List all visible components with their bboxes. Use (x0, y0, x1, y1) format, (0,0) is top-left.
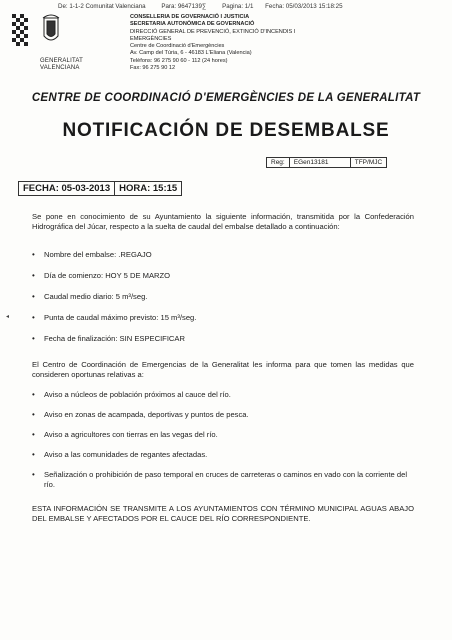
time-field: HORA: 15:15 (115, 181, 182, 196)
fax-page: Pagina: 1/1 (222, 3, 254, 10)
list-item: • Aviso en zonas de acampada, deportivas y puntos de pesca. (32, 410, 249, 419)
logo-text: GENERALITAT VALENCIANA (40, 58, 83, 71)
list-item: • Señalización o prohibición de paso temporal en cruces de carreteras o caminos en vado con la corriente del río. (32, 470, 408, 489)
bullet-dot-icon: • (32, 450, 35, 459)
header-line: Fax: 96 275 90 12 (130, 65, 176, 72)
generalitat-logo (10, 14, 102, 74)
fax-header-line (58, 3, 444, 10)
list-item: • Caudal medio diario: 5 m³/seg. (32, 292, 148, 301)
list-item: • Fecha de finalización: SIN ESPECIFICAR (32, 334, 185, 343)
margin-mark: ◂ (6, 314, 10, 320)
fax-to: Para: 9647139∑ (161, 3, 207, 10)
bullet-dot-icon: • (32, 271, 35, 280)
header-line: SECRETARIA AUTONÒMICA DE GOVERNACIÓ (130, 21, 255, 28)
bullet-dot-icon: • (32, 334, 35, 343)
list-item: • Punta de caudal máximo previsto: 15 m³/seg. (32, 313, 197, 322)
header-line: DIRECCIÓ GENERAL DE PREVENCIÓ, EXTINCIÓ D'INCENDIS I EMERGÈNCIES (130, 28, 296, 42)
bullet-dot-icon: • (32, 313, 35, 322)
header-line: Telèfons: 96 275 90 60 - 112 (24 hores) (130, 57, 228, 64)
bullet-dot-icon: • (32, 410, 35, 419)
header-line: CONSELLERIA DE GOVERNACIÓ I JUSTICIA (130, 14, 250, 20)
center-title: CENTRE DE COORDINACIÓ D'EMERGÈNCIES DE LA GENERALITAT (31, 92, 421, 104)
date-time-box (18, 181, 182, 196)
intro-paragraph: Se pone en conocimiento de su Ayuntamiento la siguiente información, transmitida por la Confederación Hidrográfica del Júcar, respecto a la suelta de caudal del embalse detallado a continuación: (32, 212, 414, 231)
bullet-dot-icon: • (32, 390, 35, 399)
institution-header (130, 14, 330, 72)
list-item: • Aviso a agricultores con tierras en las vegas del río. (32, 430, 218, 439)
bullet-dot-icon: • (32, 470, 35, 479)
bullet-dot-icon: • (32, 430, 35, 439)
reg-code: TFP/MJC (354, 159, 383, 166)
bullet-dot-icon: • (32, 250, 35, 259)
header-line: Av. Camp del Túria, 6 - 46183 L'Eliana (Valencia) (130, 50, 252, 57)
measures-intro: El Centro de Coordinación de Emergencias de la Generalitat les informa para que tomen las medidas que consideren oportunas relativas a: (32, 360, 414, 379)
registration-box (266, 157, 387, 168)
bullet-dot-icon: • (32, 292, 35, 301)
reg-number: EGen13181 (290, 158, 351, 167)
fax-date: Fecha: 05/03/2013 15:18:25 (265, 3, 343, 10)
list-item: • Día de comienzo: HOY 5 DE MARZO (32, 271, 171, 280)
date-field: FECHA: 05-03-2013 (18, 181, 115, 196)
list-item: • Aviso a las comunidades de regantes afectadas. (32, 450, 208, 459)
list-item: • Nombre del embalse: .REGAJO (32, 250, 152, 259)
final-notice: ESTA INFORMACIÓN SE TRANSMITE A LOS AYUNTAMIENTOS CON TÉRMINO MUNICIPAL AGUAS ABAJO DEL EMBALSE Y AFECTADOS POR EL CAUCE DEL RÍO CORRESPONDIENTE. (32, 504, 414, 523)
list-item: • Aviso a núcleos de población próximos al cauce del río. (32, 390, 231, 399)
page-title: NOTIFICACIÓN DE DESEMBALSE (62, 120, 390, 141)
reg-label: Reg: (267, 158, 290, 167)
fax-from: De: 1-1-2 Comunitat Valenciana (58, 3, 146, 10)
header-line: Centre de Coordinació d'Emergències (130, 43, 225, 50)
